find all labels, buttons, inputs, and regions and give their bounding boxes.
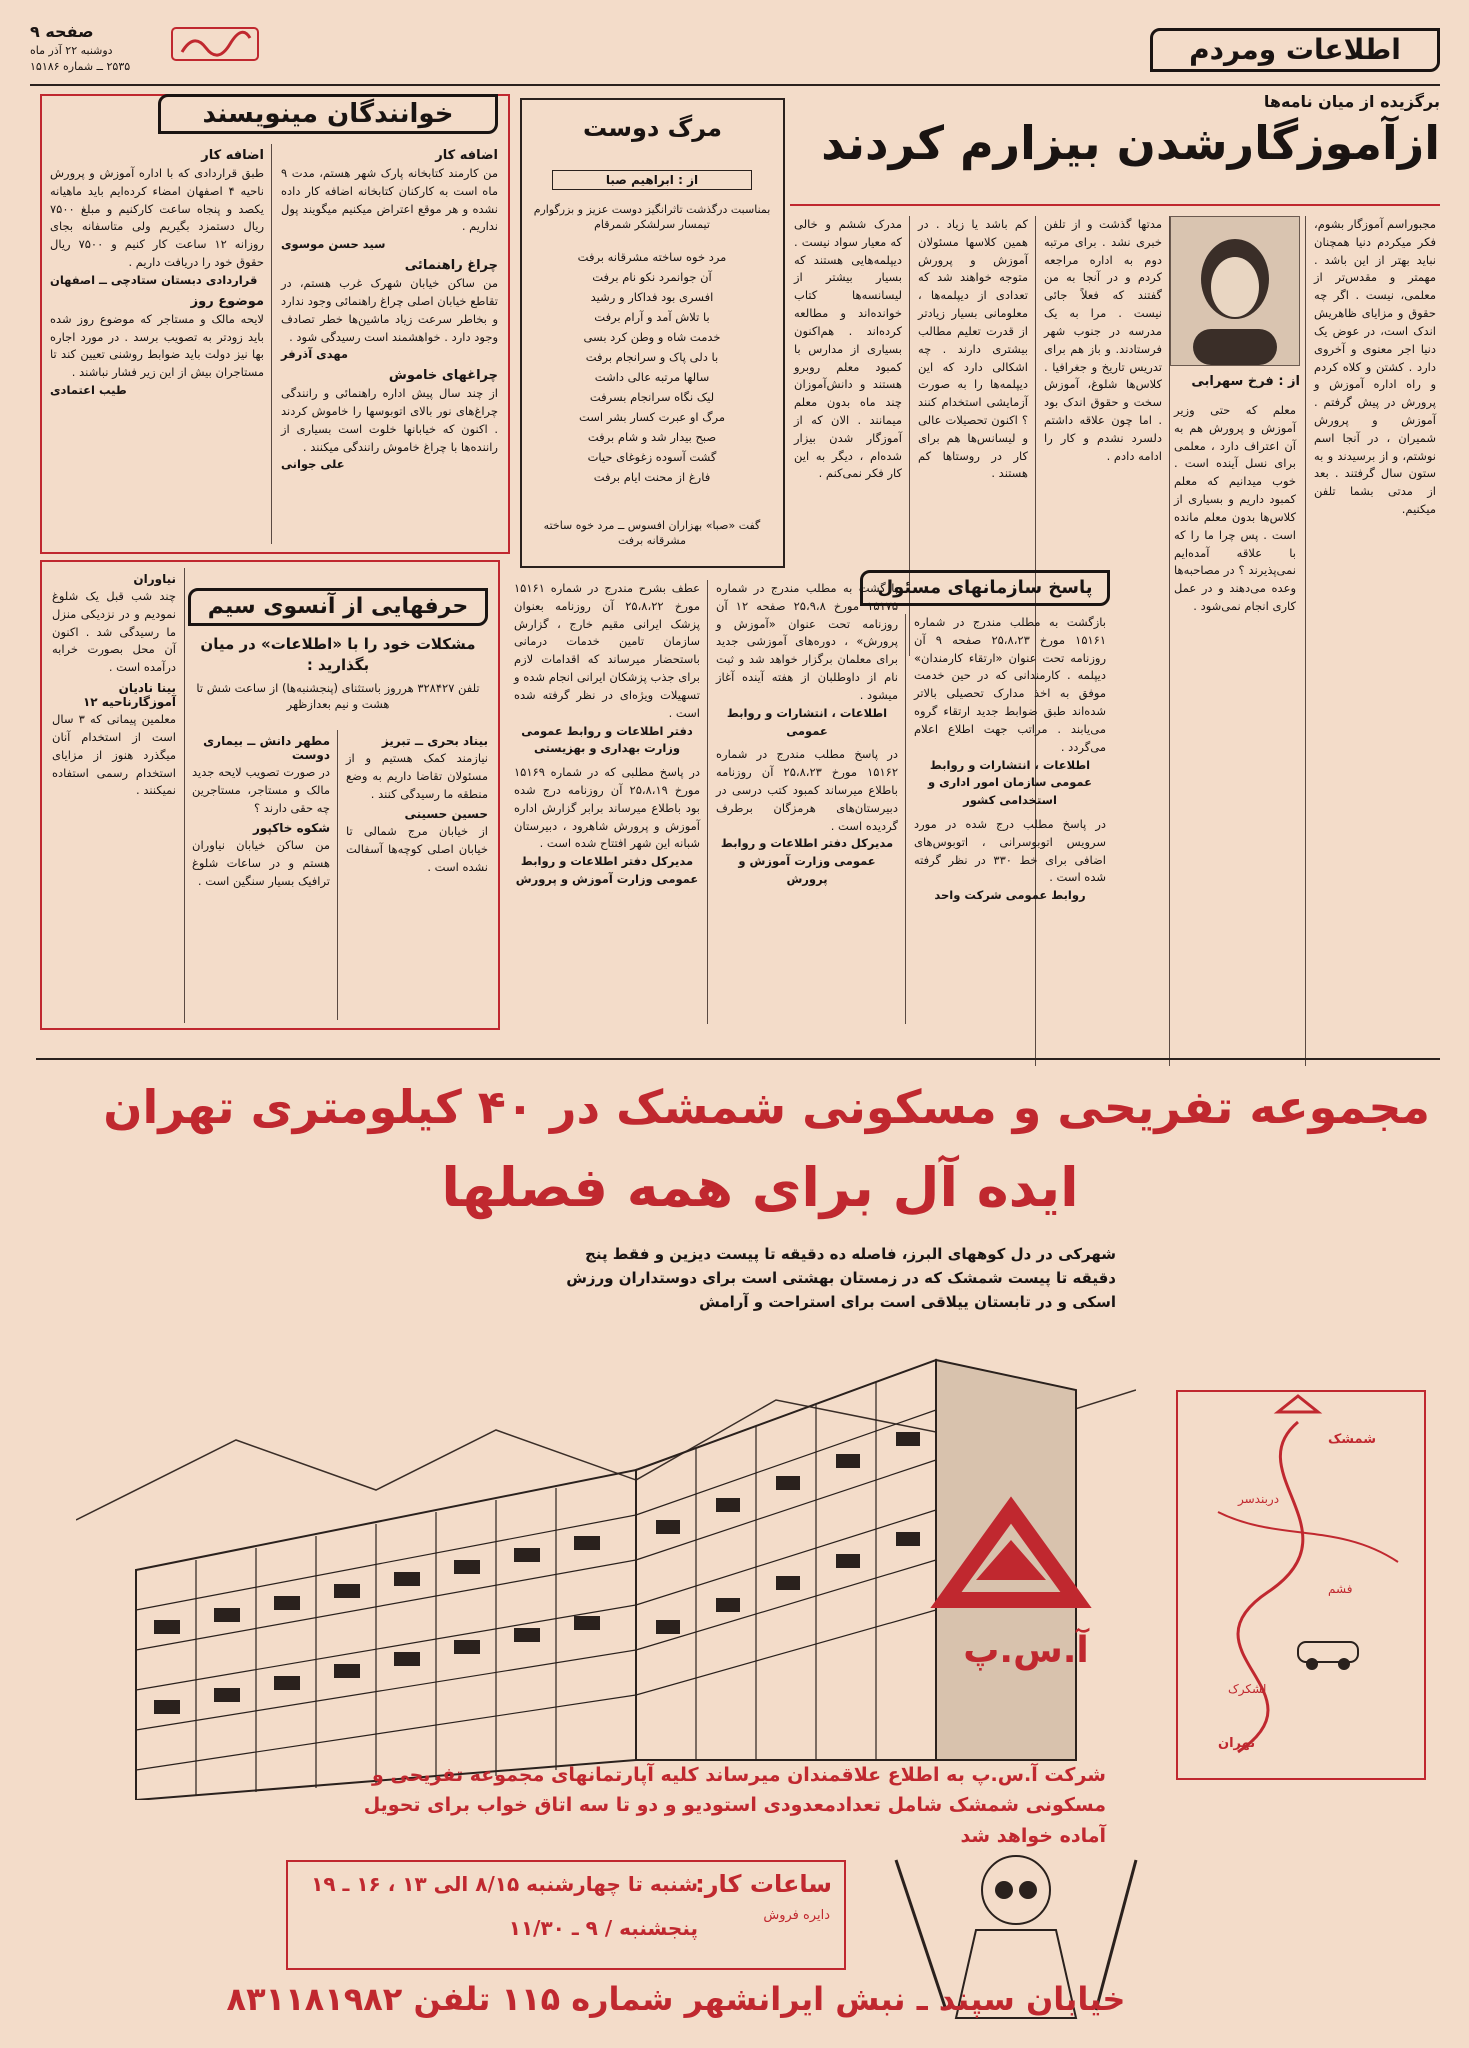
other-item-title: حسین حسینی <box>404 807 488 822</box>
readers-box <box>40 94 510 554</box>
ad-address: خیابان سپند ـ نبش ایرانشهر شماره ۱۱۵ تلفن ۸۳۱۱۸۱۹۸۲ <box>226 1980 1126 2018</box>
other-side-col-right <box>342 730 492 1020</box>
verse: لیک نگاه سرانجام بسرفت <box>589 390 715 404</box>
other-item-text: معلمین پیمانی که ۳ سال است از استخدام آنان میگذرد هنوز از مزایای استخدام رسمی استفاده نمیکنند . <box>52 712 176 798</box>
responses-col-1 <box>910 614 1110 1024</box>
responses-col-2 <box>712 580 902 1024</box>
response-text: در پاسخ مطلبی که در شماره ۱۵۱۶۹ مورخ ۲۵،۸،۱۹ آن روزنامه درج شده بود باطلاع میرساند برابر گزارش اداره آموزش و پرورش شاهرود ، دبیرستان شبانه این شهر افتتاح شده است . <box>514 765 701 851</box>
readers-title-box <box>158 94 498 134</box>
responses-col-3 <box>510 580 704 1024</box>
readers-col-left <box>46 144 268 544</box>
responses-title: پاسخ سازمانهای مسئول <box>877 577 1093 598</box>
response-text: بازگشت به مطلب مندرج در شماره ۱۵۱۶۱ مورخ ۲۵،۸،۲۳ صفحه ۹ آن روزنامه تحت عنوان «ارتقاء کارمندان» دیپلمه . کارمندانی که در حین خدمت موفق به اخذ مدارک تحصیلی بالاتر شده‌اند طبق ضوابط جدید ارتقاء گروه می‌یابند . مراتب جهت اطلاع اعلام می‌گردد . <box>914 615 1107 754</box>
verse: سالها مرتبه عالی داشت <box>594 370 710 384</box>
response-sign: روابط عمومی شرکت واحد <box>934 888 1086 903</box>
verse: افسری بود فداکار و رشید <box>590 290 714 304</box>
ad-hours-line2: پنجشنبه / ۹ ـ ۱۱/۳۰ <box>508 1916 698 1940</box>
other-side-phone: تلفن ۳۲۸۴۲۷ هرروز باستثنای (پنجشنبه‌ها) از ساعت شش تا هشت و نیم بعدازظهر <box>196 681 480 712</box>
responses-section <box>510 570 1110 1030</box>
ad-headline-2: ایده آل برای همه فصلها <box>441 1156 1079 1219</box>
reader-heading: چراغهای خاموش <box>388 368 498 384</box>
reader-heading: اضافه کار <box>435 148 498 163</box>
other-side-title: حرفهایی از آنسوی سیم <box>207 594 469 619</box>
obituary-box <box>520 98 785 568</box>
reader-text: از چند سال پیش اداره راهنمائی و رانندگی چراغ‌های نور بالای اتوبوسها را خاموش کردند . اکنون که خیابانها خلوت است بسیاری از راننده‌ها با چراغ خاموش رانندگی میکنند . <box>281 386 498 454</box>
article-col-2: مدتها گذشت و از تلفن خبری نشد . برای مرتبه دوم به اداره مراجعه کردم و در آنجا به من گفتند که فعلاً جائی نیست . مرا به یک مدرسه در جنوب شهر فرستادند. و باز هم برای تدریس تاریخ و جغرافیا . کلاس‌ها شلوغ، آموزش سخت و حقوق اندک بود . اما چون علاقه داشتم دلسرد نشدم و کار را ادامه دادم . <box>1044 217 1162 463</box>
ad-hours-box <box>286 1860 846 1970</box>
building-illustration <box>76 1240 1136 1800</box>
reader-sign: مهدی آذرفر <box>281 347 349 362</box>
portrait-icon <box>1171 217 1299 365</box>
date-line: دوشنبه ۲۲ آذر ماه <box>30 44 113 57</box>
map-icon <box>1178 1392 1424 1778</box>
verse: فارغ از محنت ایام برفت <box>593 470 711 484</box>
reader-heading: چراغ راهنمائی <box>404 258 498 274</box>
other-item-title: مطهر دانش ــ بیماری دوست <box>203 734 330 762</box>
obituary-intro: بمناسبت درگذشت تاثرانگیز دوست عزیز و بزرگوارم تیمسار سرلشکر شمرقام <box>533 203 771 232</box>
reader-sign: سید حسن موسوی <box>281 237 386 252</box>
verse: صبح بیدار شد و شام برفت <box>587 430 717 444</box>
article-col-1: مجبوراسم آموزگار بشوم، فکر میکردم دنیا همچنان نباید بهتر از این باشد . مهمتر و مقدس‌تر از معلمی، نیست . اگر چه حقوق و مزایای ظاهریش اندک است، در عوض یک دنیا اجر معنوی و آخروی دارد . کشتن و کلاه کردم و راه اداره آموزش و پرورش در پیش گرفتم . آموزش و پرورش شمیران ، در آنجا اسم نوشتم، و از برسیدند و به ستون سال گرفتند . بعد از مدتی بشما تلفن میکنیم. <box>1314 217 1436 516</box>
readers-col-right <box>277 144 502 544</box>
building-icon <box>76 1240 1136 1800</box>
response-sign: اطلاعات ، انتشارات و روابط عمومی سازمان امور اداری و استخدامی کشور <box>927 757 1093 808</box>
other-item-text: من ساکن خیابان نیاوران هستم و در ساعات شلوغ ترافیک بسیار سنگین است . <box>192 838 330 889</box>
verse: خدمت شاه و وطن کرد بسی <box>583 330 721 344</box>
verse: گشت آسوده زغوغای حیات <box>587 450 717 464</box>
section-title: اطلاعات ومردم <box>1189 33 1401 66</box>
other-side-subtitle: مشکلات خود را با «اطلاعات» در میان بگذارید : <box>200 635 476 674</box>
article-byline: از : فرخ سهرابی <box>1191 374 1300 389</box>
reader-text: من کارمند کتابخانه پارک شهر هستم، مدت ۹ ماه است به کارکنان کتابخانه اضافه کار داده نشده و هر موقع اعتراض میکنیم میگویند پول نداریم . <box>281 166 498 234</box>
author-photo <box>1170 216 1300 366</box>
issue-line: ۲۵۳۵ ــ شماره ۱۵۱۸۶ <box>30 60 131 73</box>
reader-sign: قراردادی دبستان ستادچی ــ اصفهان <box>50 272 258 287</box>
page-header <box>30 22 1440 80</box>
other-side-box <box>40 560 500 1030</box>
other-item-text: چند شب قبل یک شلوغ نمودیم و در نزدیکی منزل ما رسیدگی شد . اکنون آن محل بصورت خرابه درآمده است . <box>52 589 176 675</box>
map-label: لشکرک <box>1228 1682 1267 1696</box>
obituary-verses <box>532 250 772 490</box>
response-sign: مدیرکل دفتر اطلاعات و روابط عمومی وزارت آموزش و پرورش <box>720 836 894 886</box>
obituary-footer: گفت «صبا» بهزاران افسوس ــ مرد خوه ساخته مشرقانه برفت <box>543 519 761 548</box>
other-item-text: نیازمند کمک هستیم و از مسئولان تقاضا داریم به وضع منطقه ما رسیدگی کنند . <box>346 751 488 801</box>
ad-hours-title: ساعات کار: <box>695 1870 832 1898</box>
obituary-author: از : ابراهیم صبا <box>552 170 752 190</box>
verse: مرد خوه ساخته مشرقانه برفت <box>577 250 727 264</box>
reader-sign: طیب اعتمادی <box>50 382 127 397</box>
ad-headline-1: مجموعه تفریحی و مسکونی شمشک در ۴۰ کیلومتری تهران <box>103 1080 1430 1134</box>
response-text: در پاسخ مطلب درج شده در مورد سرویس اتوبوسرانی ، اتوبوس‌های اضافی برای خط ۳۳۰ در نظر گرفته شده است . <box>914 816 1107 885</box>
reader-heading: اضافه کار <box>201 148 264 163</box>
reader-heading: موضوع روز <box>190 293 264 309</box>
readers-title: خوانندگان مینویسند <box>202 99 454 129</box>
page-number: صفحه ۹ <box>30 22 94 41</box>
verse: آن جوانمرد نکو نام برفت <box>592 270 712 284</box>
article-col-4: کم باشد یا زیاد . در همین کلاسها مسئولان آموزش و پرورش متوجه خواهند شد که تعدادی از دیپلمه‌ها ، معلومانی بسیار زیادتر از قدرت تعلیم مطالب بیشتری دارند . چه اشکالی دارد که این دیپلمه‌ها را به صورت آزمایشی استخدام کنند ؟ اکنون تحصیلات عالی و لیسانس‌ها هم برای کار در روستاها کم هستند . <box>918 217 1028 481</box>
article-col-3: معلم که حتی وزیر آموزش و پرورش هم به آن اعتراف دارد ، معلمی برای نسل آینده است . خوب میدانیم که معلم کمبود داریم و بسیاری از کلاس‌ها بدون معلم مانده است . پس چرا ما را که با علاقه آمده‌ایم نمی‌پذیرند ؟ در مصاحبه‌ها وعده می‌دهند و در عمل کاری انجام نمی‌شود . <box>1174 403 1296 613</box>
reader-text: طبق قراردادی که با اداره آموزش و پرورش ناحیه ۴ اصفهان امضاء کرده‌ایم باید ماهیانه یکصد و پنجاه ساعت کارکنیم و مبلغ ۷۵۰۰ ریال دستمزد بگیریم ولی متاسفانه بجای روزانه ۱۲ ساعت کار کنیم و ۷۵۰۰ ریال حقوق خود را دریافت داریم . <box>50 166 264 270</box>
reader-sign: علی جوانی <box>281 457 345 472</box>
other-side-title-box <box>188 588 488 626</box>
other-side-col-mid <box>188 730 334 1020</box>
section-title-box <box>1150 28 1440 72</box>
other-item-text: در صورت تصویب لایحه جدید مالک و مستاجر، مستاجرین چه حقی دارند ؟ <box>192 765 330 815</box>
newspaper-logo-icon <box>170 26 260 62</box>
reader-text: من ساکن خیابان شهرک غرب هستم، در تقاطع خیابان اصلی چراغ راهنمائی وجود ندارد و بخاطر سرعت زیاد ماشین‌ها خطر تصادف وجود دارد . خواهشمند است رسیدگی شود . <box>281 276 498 344</box>
response-sign: دفتر اطلاعات و روابط عمومی وزارت بهداری و بهزیستی <box>521 723 693 756</box>
other-item-title: شکوه خاکپور <box>252 821 330 836</box>
ad-hours-line1: شنبه تا چهارشنبه ۸/۱۵ الی ۱۳ ، ۱۶ ـ ۱۹ <box>311 1872 698 1896</box>
verse: مرگ او عبرت کسار بشر است <box>578 410 726 424</box>
response-sign: اطلاعات ، انتشارات و روابط عمومی <box>726 705 888 738</box>
response-text: عطف بشرح مندرج در شماره ۱۵۱۶۱ مورخ ۲۵،۸،۲۲ آن روزنامه بعنوان پزشک ایرانی مقیم خارج ، گزارش سازمان تامین خدمات درمانی باستحضار میرساند که اقدامات لازم برای جذب پزشکان ایرانی انجام شده و تسهیلات ویژه‌ای در نظر گرفته شده است . <box>514 581 700 720</box>
ad-brand: آ.س.پ <box>963 1630 1089 1671</box>
location-map <box>1176 1390 1426 1780</box>
map-label: شمشک <box>1328 1432 1377 1447</box>
reader-text: لایحه مالک و مستاجر که موضوع روز شده باید زودتر به تصویب برسد . در مورد اجاره بها نیز دولت باید ضوابط روشنی تعیین کند تا مستاجران بیش از این زیر فشار نباشند . <box>50 311 264 380</box>
ad-intro: شهرکی در دل کوههای البرز، فاصله ده دقیقه تا پیست دیزین و فقط پنج دقیقه تا پیست شمشک که در زمستان بهشتی است برای دوستداران ورزش اسکی و در تابستان ییلاقی است برای استراحت و آرامش <box>566 1245 1116 1311</box>
article-kicker: برگزیده از میان نامه‌ها <box>1263 92 1440 111</box>
other-item-title: بینا نادیان آموزگارناحیه ۱۲ <box>82 681 176 710</box>
map-label: دربندسر <box>1238 1492 1280 1506</box>
other-side-col-left <box>48 568 180 1023</box>
other-item-text: از خیابان مرج شمالی تا خیابان اصلی کوچه‌ها آسفالت نشده است . <box>346 824 488 875</box>
response-text: بازگشت به مطلب مندرج در شماره ۱۵۱۷۵ مورخ ۲۵،۹،۸ صفحه ۱۲ آن روزنامه تحت عنوان «آموزش و پرورش» ، دوره‌های آموزشی جدید برای معلمان برگزار خواهد شد و ثبت نام از داوطلبان از هفته آینده آغاز میشود . <box>716 581 899 702</box>
verse: با دلی پاک و سرانجام برفت <box>585 350 719 364</box>
map-label: تهران <box>1218 1736 1256 1751</box>
verse: با تلاش آمد و آرام برفت <box>594 310 710 324</box>
article-headline: ازآموزگارشدن بیزارم کردند <box>821 116 1440 170</box>
obituary-title: مرگ دوست <box>583 114 722 142</box>
shemshak-ad <box>36 1058 1440 2033</box>
ad-body: شرکت آ.س.پ به اطلاع علاقمندان میرساند کلیه آپارتمانهای مجموعه تفریحی و مسکونی شمشک شامل تعدادمعدودی استودیو و دو تا سه اتاق خواب برای تحویل آماده خواهد شد <box>363 1764 1106 1847</box>
map-label: فشم <box>1328 1582 1353 1596</box>
other-item-title: نیاوران <box>133 572 176 586</box>
other-item-title: بیناد بحری ــ تبریز <box>381 734 488 748</box>
response-text: در پاسخ مطلب مندرج در شماره ۱۵۱۶۲ مورخ ۲۵،۸،۲۳ آن روزنامه باطلاع میرساند کمبود کتب درسی در دبیرستان‌های هرمزگان برطرف گردیده است . <box>716 747 898 833</box>
article-col-5: مدرک ششم و خالی که معیار سواد نیست . دیپلمه‌هایی هستند که بسیار بیشتر از لیسانسه‌ها کتاب خوانده‌اند و مطالعه کرده‌اند . هم‌اکنون بسیاری از مدارس با کمبود معلم روبرو هستند و دانش‌آموزان چند ماه بدون معلم میمانند . الان که از آموزگار شدن بیزار شده‌ام ، دیگر به این کار فکر نمی‌کنم . <box>794 217 902 481</box>
response-sign: مدیرکل دفتر اطلاعات و روابط عمومی وزارت آموزش و پرورش <box>515 854 699 886</box>
ad-hours-office: دایره فروش <box>763 1908 830 1923</box>
